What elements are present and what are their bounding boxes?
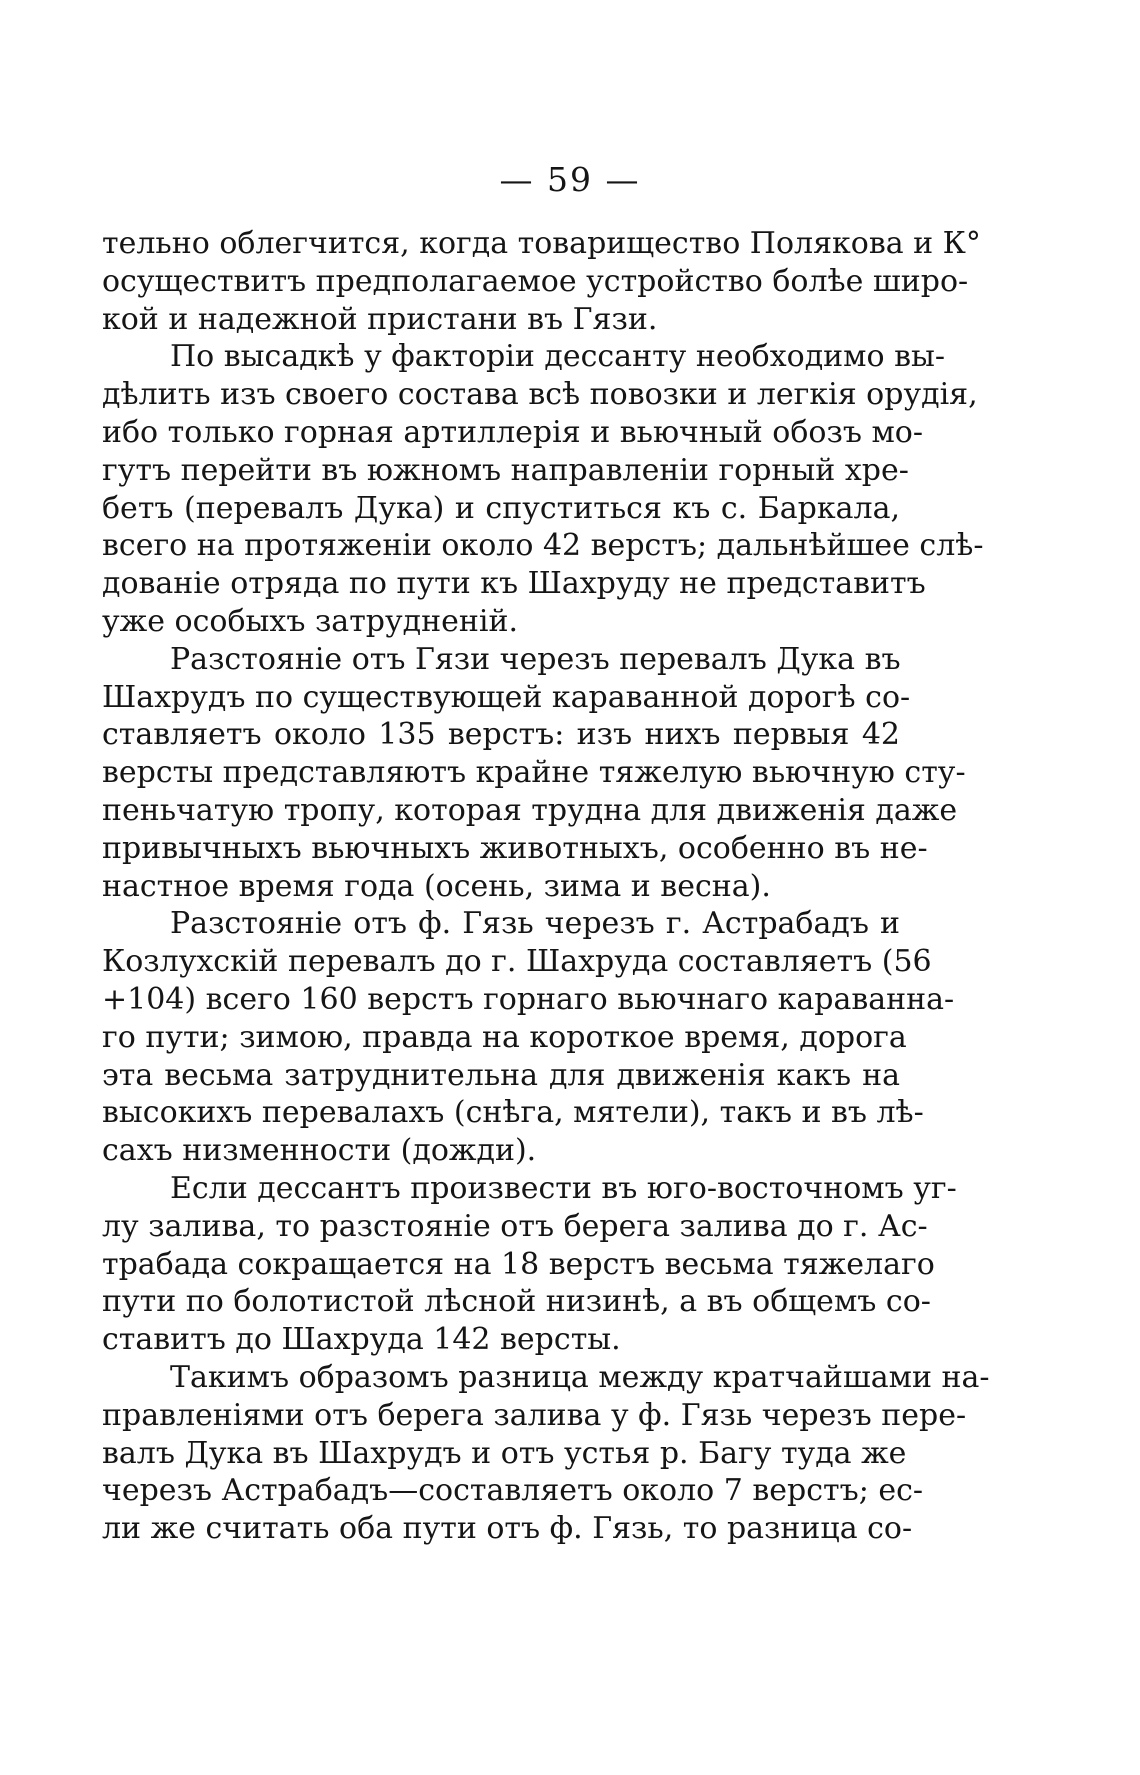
text-line: бетъ (перевалъ Дука) и спуститься къ с. Баркала,	[102, 490, 900, 526]
text-line: гутъ перейти въ южномъ направленіи горный хре-	[102, 452, 909, 488]
text-line: дѣлить изъ своего состава всѣ повозки и легкія орудія,	[102, 377, 978, 413]
text-line: настное время года (осень, зима и весна).	[102, 868, 771, 904]
text-line: версты представляютъ крайне тяжелую вьючную сту-	[102, 755, 966, 791]
text-line: лу залива, то разстояніе отъ берега залива до г. Ас-	[102, 1208, 928, 1244]
text-line: Разстояніе отъ Гязи черезъ перевалъ Дука въ	[170, 641, 901, 677]
paragraph	[102, 641, 966, 906]
text-line: уже особыхъ затрудненій.	[102, 603, 518, 639]
text-line: По высадкѣ у факторіи дессанту необходимо вы-	[170, 339, 946, 375]
paragraph	[102, 225, 981, 338]
paragraph	[102, 1170, 957, 1359]
text-line: пути по болотистой лѣсной низинѣ, а въ общемъ со-	[102, 1284, 931, 1320]
text-line: ставитъ до Шахруда 142 версты.	[102, 1322, 621, 1358]
text-line: тельно облегчится, когда товарищество Полякова и К°	[102, 226, 981, 261]
paragraph	[102, 338, 984, 640]
paragraph	[102, 1359, 990, 1548]
text-line: ибо только горная артиллерія и вьючный обозъ мо-	[102, 414, 924, 450]
text-line: всего на протяженіи около 42 верстъ; дальнѣйшее слѣ-	[102, 528, 984, 564]
text-line: пеньчатую тропу, которая трудна для движенія даже	[102, 792, 958, 828]
text-line: эта весьма затруднительна для движенія какъ на	[102, 1057, 900, 1093]
text-line: валъ Дука въ Шахрудъ и отъ устья р. Багу туда же	[102, 1435, 907, 1471]
text-line: трабада сокращается на 18 верстъ весьма тяжелаго	[102, 1246, 935, 1282]
text-line: Разстояніе отъ ф. Гязь черезъ г. Астрабадъ и	[170, 906, 900, 942]
body-text	[102, 225, 990, 1548]
text-line: осуществитъ предполагаемое устройство болѣе широ-	[102, 263, 969, 299]
page-number: — 59 —	[499, 160, 641, 199]
text-line: сахъ низменности (дожди).	[102, 1133, 537, 1169]
text-line: дованіе отряда по пути къ Шахруду не представитъ	[102, 566, 926, 602]
text-line: правленіями отъ берега залива у ф. Гязь черезъ пере-	[102, 1397, 967, 1433]
text-line: Если дессантъ произвести въ юго-восточномъ уг-	[170, 1170, 957, 1206]
text-line: высокихъ перевалахъ (снѣга, мятели), такъ и въ лѣ-	[102, 1095, 924, 1131]
text-line: черезъ Астрабадъ—составляетъ около 7 верстъ; ес-	[102, 1473, 924, 1509]
text-line: Такимъ образомъ разница между кратчайшами на-	[170, 1359, 990, 1395]
text-line: привычныхъ вьючныхъ животныхъ, особенно въ не-	[102, 830, 928, 866]
text-line: ставляетъ около 135 верстъ: изъ нихъ первыя 42	[102, 717, 900, 753]
paragraph	[102, 905, 955, 1170]
text-line: кой и надежной пристани въ Гязи.	[102, 301, 658, 337]
text-line: Шахрудъ по существующей караванной дорогѣ со-	[102, 679, 911, 715]
text-line: +104) всего 160 верстъ горнаго вьючнаго караванна-	[102, 981, 955, 1017]
text-line: Козлухскій перевалъ до г. Шахруда составляетъ (56	[102, 944, 932, 980]
text-line: ли же считать оба пути отъ ф. Гязь, то разница со-	[102, 1511, 913, 1547]
text-line: го пути; зимою, правда на короткое время, дорога	[102, 1019, 907, 1055]
